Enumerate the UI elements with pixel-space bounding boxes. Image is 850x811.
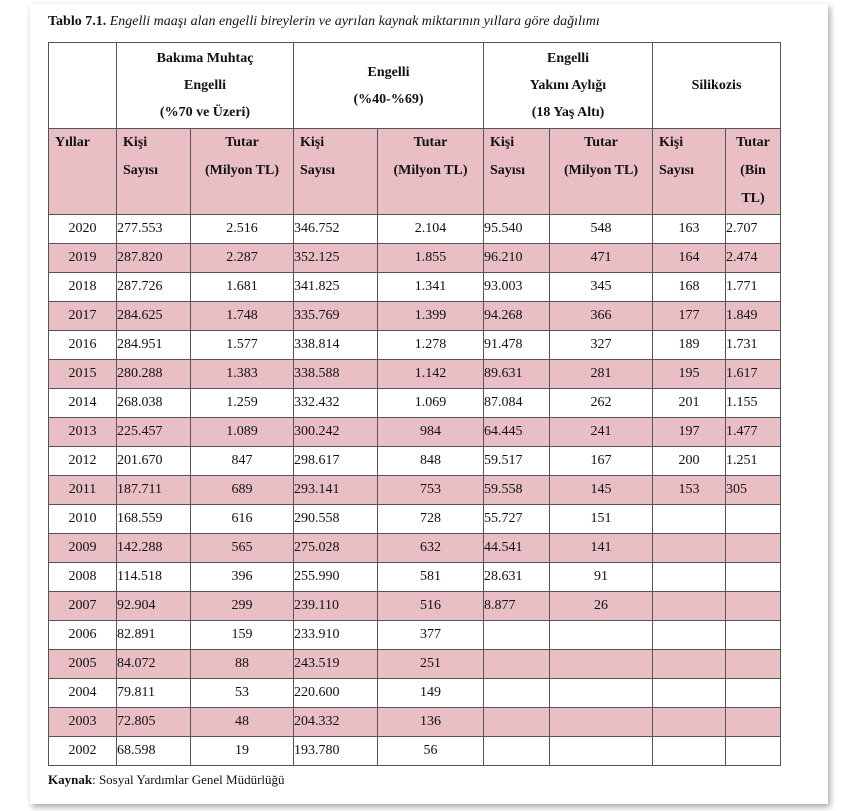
table-row (49, 708, 781, 737)
cell-engelli-kisi: 239.110 (294, 592, 378, 621)
cell-silikozis-tutar (726, 737, 781, 766)
cell-yakini-kisi (484, 650, 550, 679)
cell-yakini-tutar: 262 (550, 389, 653, 418)
cell-silikozis-tutar: 1.155 (726, 389, 781, 418)
cell-engelli-kisi: 204.332 (294, 708, 378, 737)
cell-yakini-kisi: 87.084 (484, 389, 550, 418)
cell-yakini-kisi: 59.558 (484, 476, 550, 505)
cell-bakima-kisi: 284.625 (117, 302, 191, 331)
group-header-yakini-line2: Yakını Aylığı (529, 78, 607, 93)
sub-header-kisi-line1: Kişi (300, 135, 325, 150)
cell-yakini-tutar: 471 (550, 244, 653, 273)
sub-header-tutar-line2: (Milyon TL) (563, 163, 639, 178)
cell-bakima-kisi: 287.726 (117, 273, 191, 302)
sub-header-kisi (653, 129, 726, 215)
cell-yakini-tutar: 548 (550, 215, 653, 244)
sub-header-tutar (550, 129, 653, 215)
cell-bakima-kisi: 287.820 (117, 244, 191, 273)
group-header-silikozis (653, 43, 781, 129)
sub-header-kisi-line1: Kişi (490, 135, 515, 150)
sub-header-tutar-line1: Tutar (225, 135, 259, 150)
cell-engelli-tutar: 516 (378, 592, 484, 621)
table-row (49, 244, 781, 273)
cell-bakima-tutar: 1.577 (191, 331, 294, 360)
cell-silikozis-kisi: 201 (653, 389, 726, 418)
sub-header-tutar-bin-line3: TL) (741, 191, 765, 206)
table-row (49, 273, 781, 302)
cell-silikozis-kisi: 163 (653, 215, 726, 244)
cell-engelli-tutar: 136 (378, 708, 484, 737)
cell-silikozis-tutar (726, 708, 781, 737)
cell-yakini-tutar (550, 737, 653, 766)
cell-bakima-tutar: 689 (191, 476, 294, 505)
cell-bakima-kisi: 280.288 (117, 360, 191, 389)
table-row (49, 505, 781, 534)
cell-engelli-kisi: 352.125 (294, 244, 378, 273)
cell-bakima-kisi: 79.811 (117, 679, 191, 708)
cell-bakima-tutar: 1.748 (191, 302, 294, 331)
sub-header-tutar-line2: (Milyon TL) (204, 163, 280, 178)
cell-bakima-tutar: 53 (191, 679, 294, 708)
cell-bakima-tutar: 19 (191, 737, 294, 766)
cell-yakini-tutar: 327 (550, 331, 653, 360)
cell-yakini-tutar (550, 621, 653, 650)
cell-year: 2004 (49, 679, 117, 708)
cell-yakini-kisi: 64.445 (484, 418, 550, 447)
source-note (48, 772, 285, 788)
cell-yakini-tutar: 366 (550, 302, 653, 331)
sub-header-tutar-line1: Tutar (584, 135, 618, 150)
sub-header-tutar-bin (726, 129, 781, 215)
table-row (49, 737, 781, 766)
cell-engelli-kisi: 341.825 (294, 273, 378, 302)
cell-bakima-tutar: 1.383 (191, 360, 294, 389)
cell-bakima-kisi: 284.951 (117, 331, 191, 360)
cell-silikozis-tutar (726, 621, 781, 650)
cell-engelli-tutar: 1.278 (378, 331, 484, 360)
cell-silikozis-kisi: 168 (653, 273, 726, 302)
sub-header-years (49, 129, 117, 215)
cell-engelli-kisi: 346.752 (294, 215, 378, 244)
cell-engelli-tutar: 753 (378, 476, 484, 505)
cell-engelli-kisi: 338.588 (294, 360, 378, 389)
cell-engelli-tutar: 56 (378, 737, 484, 766)
cell-bakima-kisi: 84.072 (117, 650, 191, 679)
table-row (49, 215, 781, 244)
cell-silikozis-kisi: 197 (653, 418, 726, 447)
cell-silikozis-tutar (726, 592, 781, 621)
cell-engelli-kisi: 255.990 (294, 563, 378, 592)
cell-year: 2016 (49, 331, 117, 360)
cell-engelli-kisi: 332.432 (294, 389, 378, 418)
cell-yakini-tutar: 26 (550, 592, 653, 621)
cell-bakima-tutar: 616 (191, 505, 294, 534)
cell-bakima-kisi: 168.559 (117, 505, 191, 534)
cell-yakini-tutar (550, 708, 653, 737)
group-header-engelli-line1: Engelli (367, 64, 410, 80)
cell-bakima-kisi: 225.457 (117, 418, 191, 447)
cell-yakini-tutar: 151 (550, 505, 653, 534)
cell-engelli-tutar: 1.341 (378, 273, 484, 302)
cell-engelli-tutar: 581 (378, 563, 484, 592)
data-table (48, 42, 781, 766)
cell-year: 2013 (49, 418, 117, 447)
cell-silikozis-kisi: 189 (653, 331, 726, 360)
cell-engelli-kisi: 338.814 (294, 331, 378, 360)
cell-bakima-tutar: 565 (191, 534, 294, 563)
cell-silikozis-tutar: 1.731 (726, 331, 781, 360)
cell-yakini-kisi: 93.003 (484, 273, 550, 302)
cell-year: 2010 (49, 505, 117, 534)
cell-yakini-kisi: 96.210 (484, 244, 550, 273)
cell-yakini-kisi: 89.631 (484, 360, 550, 389)
group-header-empty (49, 43, 117, 129)
cell-bakima-tutar: 88 (191, 650, 294, 679)
sub-header-tutar-line2: (Milyon TL) (393, 163, 468, 178)
cell-bakima-kisi: 201.670 (117, 447, 191, 476)
cell-yakini-tutar: 241 (550, 418, 653, 447)
table-row (49, 476, 781, 505)
cell-year: 2008 (49, 563, 117, 592)
cell-year: 2002 (49, 737, 117, 766)
cell-year: 2015 (49, 360, 117, 389)
sub-header-kisi (484, 129, 550, 215)
sub-header-years-text: Yıllar (55, 135, 90, 150)
table-row (49, 389, 781, 418)
group-header-yakini-line1: Engelli (546, 51, 589, 66)
cell-engelli-kisi: 335.769 (294, 302, 378, 331)
group-header-yakini (484, 43, 653, 129)
table-row (49, 418, 781, 447)
cell-bakima-tutar: 2.516 (191, 215, 294, 244)
cell-silikozis-kisi: 153 (653, 476, 726, 505)
group-header-row (49, 43, 781, 129)
cell-yakini-kisi (484, 621, 550, 650)
cell-engelli-tutar: 1.142 (378, 360, 484, 389)
cell-bakima-kisi: 92.904 (117, 592, 191, 621)
cell-bakima-kisi: 187.711 (117, 476, 191, 505)
cell-silikozis-kisi (653, 505, 726, 534)
cell-silikozis-kisi (653, 621, 726, 650)
cell-yakini-tutar (550, 679, 653, 708)
cell-bakima-tutar: 159 (191, 621, 294, 650)
cell-year: 2020 (49, 215, 117, 244)
group-header-bakima-line3: (%70 ve Üzeri) (159, 105, 251, 120)
cell-engelli-tutar: 1.069 (378, 389, 484, 418)
cell-engelli-kisi: 300.242 (294, 418, 378, 447)
cell-engelli-kisi: 220.600 (294, 679, 378, 708)
table-row (49, 447, 781, 476)
cell-silikozis-tutar: 1.771 (726, 273, 781, 302)
sub-header-kisi-line2: Sayısı (490, 163, 526, 178)
cell-year: 2003 (49, 708, 117, 737)
group-header-engelli-line2: (%40-%69) (353, 91, 424, 107)
table-row (49, 331, 781, 360)
cell-yakini-tutar: 145 (550, 476, 653, 505)
cell-yakini-tutar (550, 650, 653, 679)
sub-header-tutar (378, 129, 484, 215)
cell-silikozis-tutar: 1.617 (726, 360, 781, 389)
cell-year: 2017 (49, 302, 117, 331)
cell-bakima-kisi: 68.598 (117, 737, 191, 766)
group-header-bakima-line1: Bakıma Muhtaç (156, 51, 254, 66)
cell-yakini-kisi (484, 737, 550, 766)
cell-engelli-kisi: 290.558 (294, 505, 378, 534)
cell-year: 2006 (49, 621, 117, 650)
sub-header-kisi-line2: Sayısı (300, 163, 336, 178)
sub-header-kisi-line1: Kişi (659, 135, 684, 150)
cell-engelli-kisi: 298.617 (294, 447, 378, 476)
cell-yakini-kisi: 55.727 (484, 505, 550, 534)
cell-year: 2014 (49, 389, 117, 418)
cell-yakini-tutar: 281 (550, 360, 653, 389)
table-row (49, 360, 781, 389)
sub-header-kisi-line2: Sayısı (659, 163, 695, 178)
cell-yakini-kisi: 95.540 (484, 215, 550, 244)
group-header-silikozis-line1: Silikozis (691, 78, 742, 93)
cell-bakima-tutar: 2.287 (191, 244, 294, 273)
cell-silikozis-kisi (653, 708, 726, 737)
table-row (49, 679, 781, 708)
cell-silikozis-kisi: 177 (653, 302, 726, 331)
sub-header-tutar-bin-line2: (Bin (740, 163, 766, 178)
cell-silikozis-tutar (726, 679, 781, 708)
cell-bakima-tutar: 847 (191, 447, 294, 476)
cell-engelli-tutar: 149 (378, 679, 484, 708)
cell-yakini-kisi: 91.478 (484, 331, 550, 360)
cell-year: 2011 (49, 476, 117, 505)
cell-yakini-tutar: 141 (550, 534, 653, 563)
cell-engelli-tutar: 377 (378, 621, 484, 650)
cell-yakini-kisi: 44.541 (484, 534, 550, 563)
cell-silikozis-tutar (726, 534, 781, 563)
table-row (49, 650, 781, 679)
cell-year: 2012 (49, 447, 117, 476)
cell-engelli-tutar: 984 (378, 418, 484, 447)
cell-bakima-tutar: 1.089 (191, 418, 294, 447)
table-row (49, 592, 781, 621)
table-row (49, 621, 781, 650)
table-row (49, 302, 781, 331)
group-header-bakima-line2: Engelli (183, 78, 226, 93)
cell-silikozis-tutar (726, 505, 781, 534)
cell-silikozis-tutar: 2.707 (726, 215, 781, 244)
table-row (49, 534, 781, 563)
sub-header-kisi (294, 129, 378, 215)
cell-engelli-tutar: 848 (378, 447, 484, 476)
cell-yakini-tutar: 91 (550, 563, 653, 592)
cell-year: 2009 (49, 534, 117, 563)
cell-engelli-tutar: 1.855 (378, 244, 484, 273)
group-header-bakima (117, 43, 294, 129)
cell-engelli-tutar: 251 (378, 650, 484, 679)
sub-header-row (49, 129, 781, 215)
cell-engelli-kisi: 233.910 (294, 621, 378, 650)
cell-bakima-kisi: 114.518 (117, 563, 191, 592)
cell-silikozis-kisi (653, 679, 726, 708)
caption-text: Engelli maaşı alan engelli bireylerin ve ayrılan kaynak miktarının yıllara göre dağılımı (109, 14, 600, 29)
cell-silikozis-kisi: 164 (653, 244, 726, 273)
cell-silikozis-kisi (653, 563, 726, 592)
cell-bakima-kisi: 277.553 (117, 215, 191, 244)
source-label: Kaynak (48, 772, 93, 787)
group-header-engelli (294, 43, 484, 129)
cell-yakini-kisi: 8.877 (484, 592, 550, 621)
cell-yakini-tutar: 345 (550, 273, 653, 302)
cell-engelli-tutar: 1.399 (378, 302, 484, 331)
cell-silikozis-kisi: 195 (653, 360, 726, 389)
cell-silikozis-tutar: 1.251 (726, 447, 781, 476)
sub-header-tutar-bin-line1: Tutar (736, 135, 770, 150)
group-header-yakini-line3: (18 Yaş Altı) (531, 105, 605, 120)
cell-engelli-kisi: 275.028 (294, 534, 378, 563)
cell-bakima-tutar: 1.259 (191, 389, 294, 418)
sub-header-kisi (117, 129, 191, 215)
cell-engelli-tutar: 632 (378, 534, 484, 563)
caption-label: Tablo 7.1. (48, 14, 107, 29)
cell-bakima-kisi: 82.891 (117, 621, 191, 650)
cell-yakini-tutar: 167 (550, 447, 653, 476)
cell-engelli-tutar: 2.104 (378, 215, 484, 244)
cell-engelli-kisi: 293.141 (294, 476, 378, 505)
sub-header-tutar (191, 129, 294, 215)
cell-bakima-tutar: 1.681 (191, 273, 294, 302)
cell-bakima-tutar: 48 (191, 708, 294, 737)
cell-engelli-kisi: 243.519 (294, 650, 378, 679)
table-body (49, 215, 781, 766)
cell-year: 2007 (49, 592, 117, 621)
cell-silikozis-tutar (726, 650, 781, 679)
cell-yakini-kisi: 28.631 (484, 563, 550, 592)
cell-silikozis-tutar: 2.474 (726, 244, 781, 273)
source-text: : Sosyal Yardımlar Genel Müdürlüğü (92, 772, 285, 787)
cell-yakini-kisi: 59.517 (484, 447, 550, 476)
cell-engelli-kisi: 193.780 (294, 737, 378, 766)
cell-bakima-kisi: 142.288 (117, 534, 191, 563)
cell-silikozis-tutar: 305 (726, 476, 781, 505)
cell-bakima-tutar: 299 (191, 592, 294, 621)
sub-header-tutar-line1: Tutar (413, 135, 448, 150)
cell-silikozis-kisi (653, 592, 726, 621)
cell-engelli-tutar: 728 (378, 505, 484, 534)
cell-silikozis-kisi (653, 534, 726, 563)
cell-bakima-kisi: 268.038 (117, 389, 191, 418)
cell-silikozis-kisi (653, 737, 726, 766)
cell-silikozis-tutar (726, 563, 781, 592)
cell-silikozis-tutar: 1.477 (726, 418, 781, 447)
cell-silikozis-tutar: 1.849 (726, 302, 781, 331)
table-caption (48, 14, 600, 30)
cell-silikozis-kisi: 200 (653, 447, 726, 476)
cell-yakini-kisi (484, 679, 550, 708)
cell-year: 2018 (49, 273, 117, 302)
cell-yakini-kisi (484, 708, 550, 737)
cell-bakima-tutar: 396 (191, 563, 294, 592)
cell-silikozis-kisi (653, 650, 726, 679)
sub-header-kisi-line2: Sayısı (123, 163, 159, 178)
sub-header-kisi-line1: Kişi (123, 135, 148, 150)
cell-bakima-kisi: 72.805 (117, 708, 191, 737)
cell-year: 2005 (49, 650, 117, 679)
table-row (49, 563, 781, 592)
cell-year: 2019 (49, 244, 117, 273)
cell-yakini-kisi: 94.268 (484, 302, 550, 331)
